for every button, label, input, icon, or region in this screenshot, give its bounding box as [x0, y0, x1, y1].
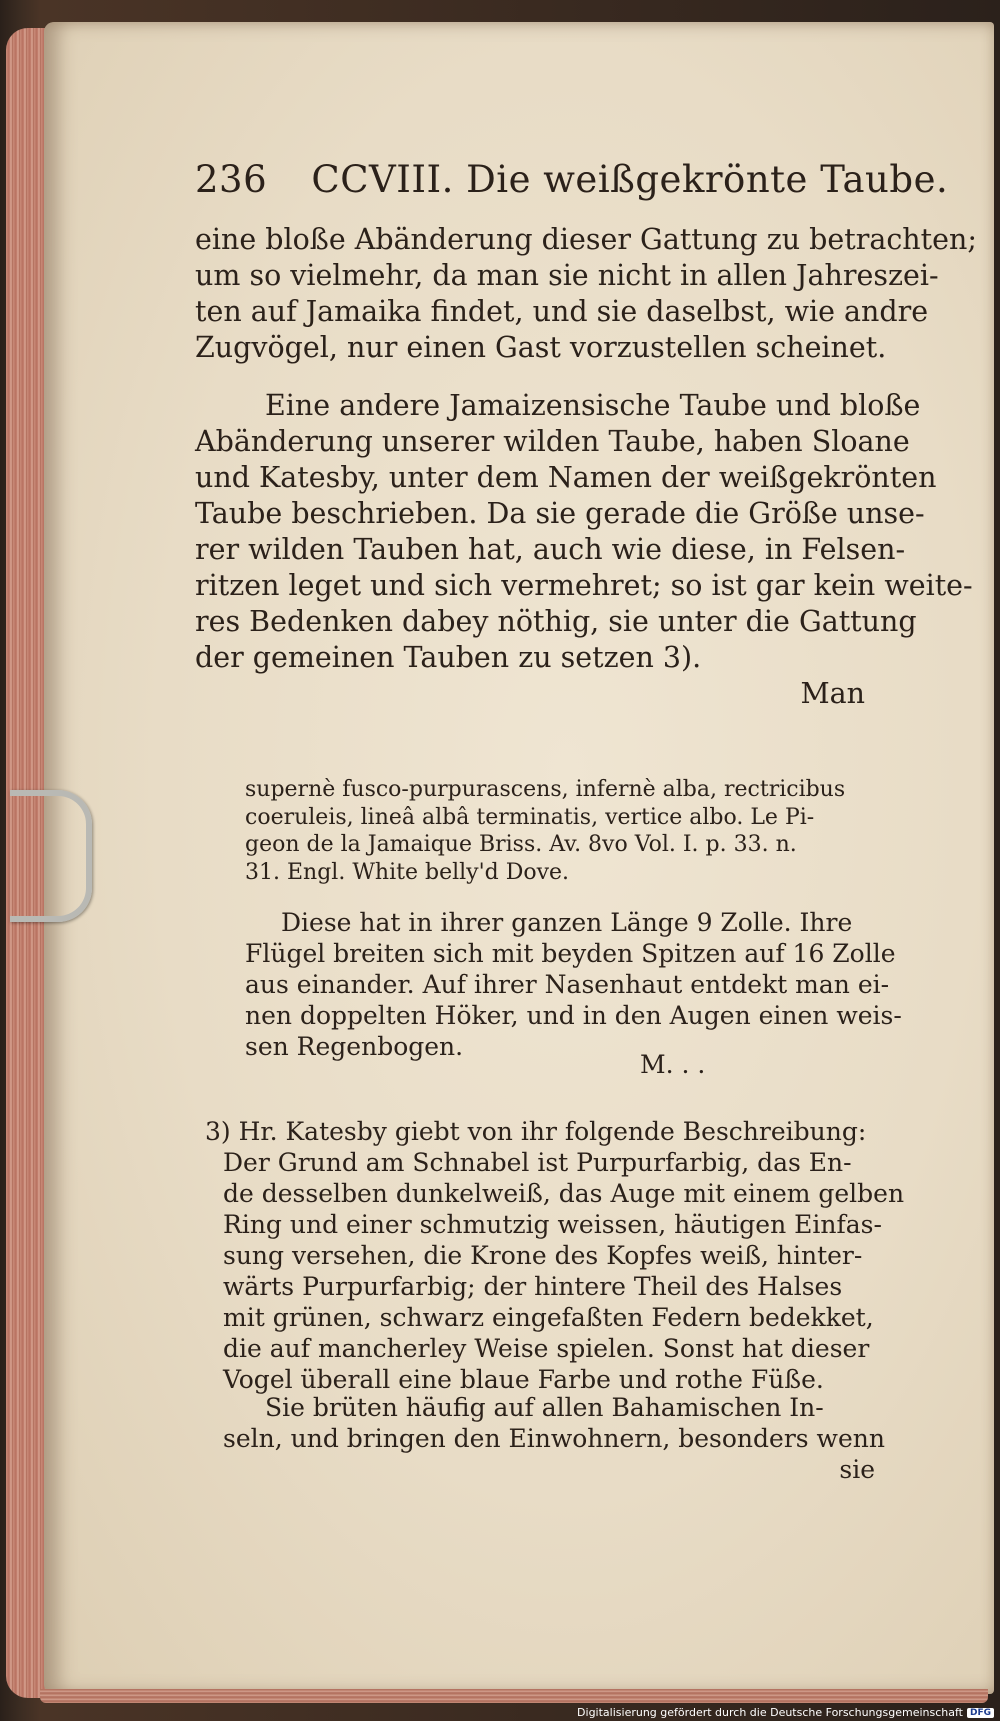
- footnote-line: sung versehen, die Krone des Kopfes weiß, hinter-: [223, 1241, 863, 1270]
- text-line: eine bloße Abänderung dieser Gattung zu betrachten;: [195, 223, 977, 256]
- footnote-line: 31. Engl. White belly'd Dove.: [245, 859, 570, 885]
- catchword: sie: [839, 1455, 875, 1484]
- text-line: Abänderung unserer wilden Taube, haben Sloane: [195, 425, 910, 458]
- text-line: Eine andere Jamaizensische Taube und bloße: [265, 389, 921, 422]
- credit-text: Digitalisierung gefördert durch die Deutsche Forschungsgemeinschaft: [577, 1706, 963, 1719]
- page-header: [195, 158, 948, 201]
- footnote-3-continued: [205, 1392, 885, 1485]
- paper-clip: [10, 790, 92, 922]
- footnote-signature: M. . .: [640, 1050, 706, 1079]
- footnote-line: Diese hat in ihrer ganzen Länge 9 Zolle. Ihre: [281, 908, 853, 937]
- footnote-latin: [245, 776, 865, 886]
- text-line: der gemeinen Tauben zu setzen 3).: [195, 641, 702, 674]
- footnote-line: aus einander. Auf ihrer Nasenhaut entdekt man ei-: [245, 970, 890, 999]
- paragraph-2: [195, 388, 973, 712]
- text-line: um so vielmehr, da man sie nicht in allen Jahreszei-: [195, 259, 939, 292]
- footnote-line: de desselben dunkelweiß, das Auge mit einem gelben: [223, 1179, 905, 1208]
- footnote-line: Der Grund am Schnabel ist Purpurfarbig, das En-: [223, 1148, 852, 1177]
- footnote-line: wärts Purpurfarbig; der hintere Theil des Halses: [223, 1272, 843, 1301]
- footnote-3: [205, 1116, 905, 1395]
- text-line: und Katesby, unter dem Namen der weißgekrönten: [195, 461, 937, 494]
- footnote-line: nen doppelten Höker, und in den Augen einen weis-: [245, 1001, 902, 1030]
- footnote-line: Flügel breiten sich mit beyden Spitzen auf 16 Zolle: [245, 939, 896, 968]
- page-number: 236: [195, 158, 268, 201]
- footnote-line: Vogel überall eine blaue Farbe und rothe Füße.: [223, 1365, 824, 1394]
- footnote-line: die auf mancherley Weise spielen. Sonst hat dieser: [223, 1334, 870, 1363]
- dfg-logo: DFG: [967, 1708, 994, 1718]
- footnote-line: geon de la Jamaique Briss. Av. 8vo Vol. I. p. 33. n.: [245, 832, 797, 857]
- chapter-title: CCVIII. Die weißgekrönte Taube.: [311, 158, 949, 201]
- footnote-line: supernè fusco-purpurascens, infernè alba, rectricibus: [245, 777, 846, 802]
- text-line: ritzen leget und sich vermehret; so ist gar kein weite-: [195, 569, 973, 602]
- text-line: rer wilden Tauben hat, auch wie diese, in Felsen-: [195, 533, 906, 566]
- text-line: Taube beschrieben. Da sie gerade die Größe unse-: [195, 497, 925, 530]
- catchword: Man: [800, 677, 865, 710]
- text-line: Zugvögel, nur einen Gast vorzustellen scheinet.: [195, 331, 887, 364]
- digitization-credit: [577, 1706, 994, 1719]
- text-line: ten auf Jamaika findet, und sie daselbst, wie andre: [195, 295, 929, 328]
- paragraph-1: [195, 222, 977, 366]
- page-bottom-edge: [40, 1689, 988, 1703]
- footnote-description: [245, 907, 902, 1062]
- footnote-line: sen Regenbogen.: [245, 1032, 464, 1061]
- footnote-line: seln, und bringen den Einwohnern, besonders wenn: [223, 1424, 885, 1453]
- footnote-line: coeruleis, lineâ albâ terminatis, vertice albo. Le Pi-: [245, 804, 815, 830]
- footnote-line: mit grünen, schwarz eingefaßten Federn bedekket,: [223, 1303, 874, 1332]
- footnote-line: Sie brüten häufig auf allen Bahamischen In-: [265, 1393, 824, 1422]
- footnote-line: 3) Hr. Katesby giebt von ihr folgende Beschreibung:: [205, 1117, 867, 1146]
- footnote-line: Ring und einer schmutzig weissen, häutigen Einfas-: [223, 1210, 882, 1239]
- text-line: res Bedenken dabey nöthig, sie unter die Gattung: [195, 605, 917, 638]
